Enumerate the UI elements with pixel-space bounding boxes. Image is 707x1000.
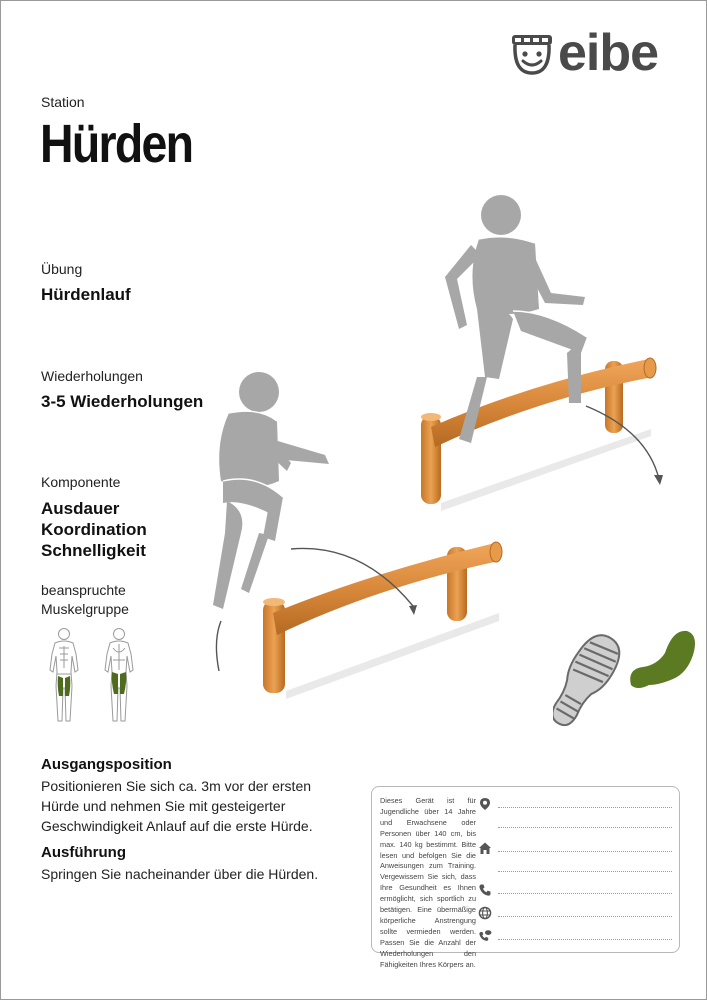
motion-arrow xyxy=(216,621,221,671)
info-box xyxy=(371,786,680,969)
shoe-sole-icon xyxy=(553,627,627,734)
component-list xyxy=(41,498,147,561)
location-pin-icon xyxy=(478,797,492,811)
info-row-emergency xyxy=(478,929,672,945)
component-item: Schnelligkeit xyxy=(41,541,146,560)
hamstrings-highlight xyxy=(112,672,127,694)
muscle-group-label xyxy=(41,581,129,619)
hurdle-front xyxy=(263,542,502,699)
repetitions-label: Wiederholungen xyxy=(41,368,143,384)
runner-figure-left xyxy=(213,372,329,609)
execution-heading: Ausführung xyxy=(41,844,126,861)
component-item: Koordination xyxy=(41,520,147,539)
logo-text: eibe xyxy=(558,24,659,82)
phone-icon xyxy=(478,883,492,897)
safety-disclaimer: Dieses Gerät ist für Jugendliche über 14 Jahre und Erwachsene oder Personen über 140 cm, bis max. 140 kg bestimmt. Bitte lesen und befolgen Sie die Anweisungen zum Training. Vergewissern Sie sich, dass Ihre Gesundheit es Ihnen ermöglicht, sich sportlich zu betätigen. Eine übermäßige körperliche Anstrengung sollte vermieden werden. Passen Sie die Anzahl der Wiederholungen den Fähigkeiten Ihres Körpers an. xyxy=(380,796,476,969)
quadriceps-highlight xyxy=(58,676,71,696)
phone-chat-icon xyxy=(478,929,492,943)
smiling-face-icon xyxy=(508,29,558,79)
globe-icon xyxy=(478,906,492,920)
page-title: Hürden xyxy=(40,114,193,174)
muscle-diagram xyxy=(39,626,151,726)
hurdle-back xyxy=(421,358,656,511)
info-row-location xyxy=(478,797,672,813)
green-foot-icon xyxy=(630,631,695,688)
exercise-label: Übung xyxy=(41,261,83,277)
info-row-phone xyxy=(478,883,672,899)
repetitions-value: 3-5 Wiederholungen xyxy=(41,392,204,411)
eibe-logo xyxy=(508,24,680,82)
info-row-web xyxy=(478,906,672,922)
station-label: Station xyxy=(41,94,85,110)
start-position-text: Positionieren Sie sich ca. 3m vor der ersten Hürde und nehmen Sie mit gesteigerter Geschwindigkeit Anlauf auf die erste Hürde. xyxy=(41,778,313,834)
body-back-icon xyxy=(105,629,133,722)
exercise-value: Hürdenlauf xyxy=(41,285,131,304)
muscle-label-line2: Muskelgruppe xyxy=(41,601,129,617)
home-icon xyxy=(478,841,492,855)
muscle-label-line1: beanspruchte xyxy=(41,582,126,598)
info-row-home xyxy=(478,841,672,857)
footprints-icon xyxy=(553,623,699,741)
component-label: Komponente xyxy=(41,474,121,490)
component-item: Ausdauer xyxy=(41,499,120,518)
execution-text: Springen Sie nacheinander über die Hürden. xyxy=(41,866,319,882)
body-front-icon xyxy=(50,629,78,722)
start-position-heading: Ausgangsposition xyxy=(41,756,172,773)
